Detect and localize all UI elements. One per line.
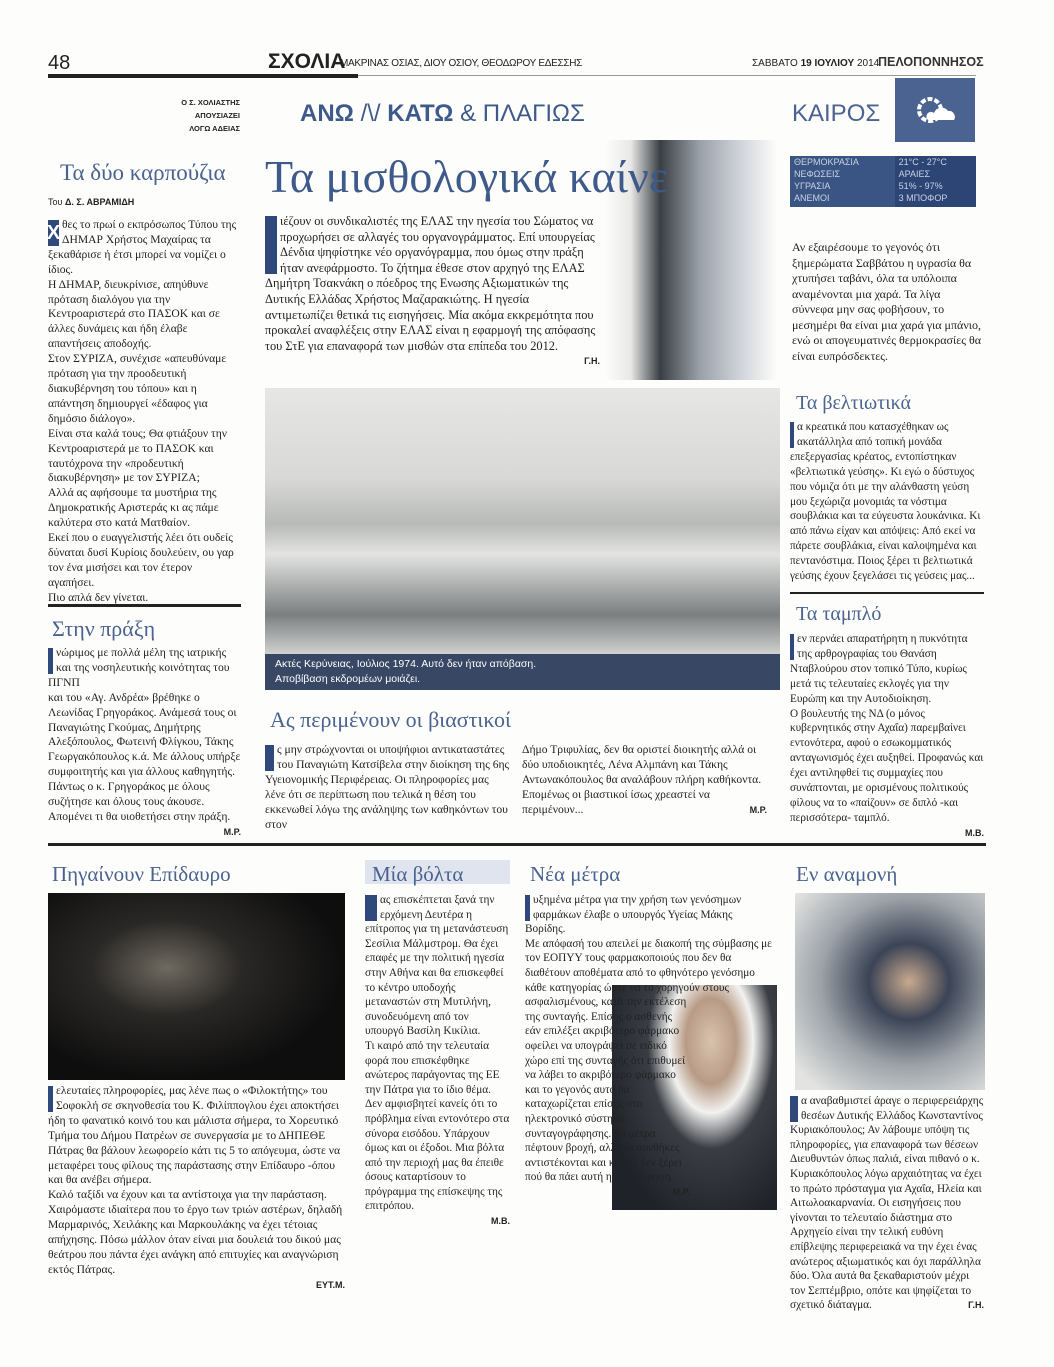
newspaper-name: ΠΕΛΟΠΟΝΝΗΣΟΣ [878, 55, 984, 69]
section-divider [48, 843, 986, 846]
issue-date: ΣΑΒΒΑΤΟ 19 ΙΟΥΛΙΟΥ 2014 [752, 58, 880, 69]
photo-caption: Ακτές Κερύνειας, Ιούλιος 1974. Αυτό δεν ήταν απόβαση. Αποβίβαση εκδρομέων μοιάζει. [265, 654, 780, 690]
article-title: Τα βελτιωτικά [796, 392, 911, 414]
article-title: Τα ταμπλό [796, 603, 882, 625]
police-officer-photo [795, 893, 985, 1090]
section-title: ΑΝΩ /\/ ΚΑΤΩ & ΠΛΑΓΙΩΣ [300, 100, 585, 127]
article-title: Στην πράξη [52, 616, 156, 641]
article-epidavros: ελευταίες πληροφορίες, μας λένε πως ο «Φιλοκτήτης» του Σοφοκλή σε σκηνοθεσία του Κ. Φιλίππογλου έχει αποκτήσει ήδη το φανατικό κοινό του και μάλιστα σήμερα, το Χορευτικό Τμήμα του Δήμου Πατρέων σε συνεργασία με το ΔΗΠΕΘΕ Πάτρας θα βάλουν λεωφορείο κάτι τις 5 το απόγευμα, ώστε να μεταφέρει τους φίλους της παράστασης στην Επίδαυρο -όπου και θα ανέβει σήμερα. Καλό ταξίδι να έχουν και τα αντίστοιχα για την παράσταση. Χαιρόμαστε ιδιαίτερα που το έργο των τριών αστέρων, δηλαδή Μαρμαρινός, Χειλάκης και Μαρκουλάκης να έχει τέτοιας απήχησης. Πόσω μάλλον όταν είναι μια δουλειά του δικού μας θεάτρου που πάντα έχει ανάγκη από επιτυχίες και αναγνώριση εκτός Πάτρας. ΕΥΤ.Μ. [48, 1084, 345, 1290]
article-metra: υξημένα μέτρα για την χρήση των γενόσημων φαρμάκων έλαβε ο υπουργός Υγείας Μάκης Βορίδης. Με απόφασή του απειλεί με διακοπή της σύμβασης με τον ΕΟΠΥΥ τους φαρμακοποιούς που δεν θα διαθέτουν αποθέματα από το φθηνότερο γενόσημο κάθε κατηγορίας ώστε να το χορηγούν στους ασφαλισμένους, κατά την εκτέλεση της συνταγής. Επίσης ο ασθενής εάν επιλέξει ακριβότερο φάρμακο οφείλει να υπογράψει σε ειδικό χώρο επί της συνταγής ότι επιθυμεί να λάβει το ακριβότερο φάρμακο και το γεγονός αυτό θα καταχωρίζεται επίσης στο ηλεκτρονικό σύστημα συνταγογράφησης. Τα μέτρα πέφτουν βροχή, αλλά οι συνθήκες αντιστέκονται και κανείς δεν ξέρει πού θα πάει αυτή η αναμέτρηση. Μ.Ρ. [525, 893, 775, 1255]
header-rule-thin [358, 75, 976, 76]
byline: Του Δ. Σ. ΑΒΡΑΜΙΔΗ [48, 197, 135, 207]
article-title: Μία βόλτα [372, 862, 464, 886]
section-label: ΣΧΟΛΙΑ [268, 50, 346, 73]
page-number: 48 [48, 52, 71, 74]
weather-text: Αν εξαιρέσουμε το γεγονός ότι ξημερώματα Σαββάτου η υγρασία θα χτυπήσει ταβάνι, όλα τα υπόλοιπα αναμένονται μια χαρά. Τα λίγα σύννεφα μην σας φοβήσουν, το μεσημέρι θα είναι μια χαρά για μπάνιο, ενώ οι απογευματινές θερμοκρασίες θα είναι ευπρόσδεκτες. [792, 240, 982, 363]
article-karpouzia: Χ θες το πρωί ο εκπρόσωπος Τύπου της ΔΗΜΑΡ Χρήστος Μαχαίρας τα ξεκαθάρισε ή έτσι μπορεί να νομίζει ο ίδιος. Η ΔΗΜΑΡ, διευκρίνισε, απηύθυνε πρόταση διαλόγου για την Κεντροαριστερά στο ΠΑΣΟΚ και σε άλλες δυνάμεις και ήδη έλαβε απαντήσεις αποδοχής. Στον ΣΥΡΙΖΑ, συνέχισε «απευθύναμε πρόταση για την προοδευτική διακυβέρνηση του τόπου» και η απάντηση δημιουργεί «έδαφος για δημόσιο διάλογο». Είναι στα καλά τους; Θα φτιάξουν την Κεντροαριστερά με το ΠΑΣΟΚ και ταυτόχρονα την «προδευτική διακυβέρνηση» με τον ΣΥΡΙΖΑ; Αλλά ας αφήσουμε τα μυστήρια της Δημοκρατικής Αριστεράς κι ας πάμε καλύτερα στο κατά Ματθαίον. Εκεί που ο ευαγγελιστής λέει ότι ουδείς δύναται δυσί Κυρίοις δουλεύειν, ου γαρ τον ένα μισήσει και τον έτερον αγαπήσει. Πιο απλά δεν γίνεται. [46, 218, 237, 604]
weather-table: ΘΕΡΜΟΚΡΑΣΙΑ 21°C - 27°C ΝΕΦΩΣΕΙΣ ΑΡΑΙΕΣ ΥΓΡΑΣΙΑ 51% - 97% ΑΝΕΜΟΙ 3 ΜΠΟΦΟΡ [790, 156, 976, 207]
article-volta: ας επισκέπτεται ξανά την ερχόμενη Δευτέρα η επίτροπος για τη μετανάστευση Σεσίλια Μάλμστρομ. Θα έχει επαφές με την πολιτική ηγεσία στην Αθήνα και θα επισκεφθεί το κέντρο υποδοχής μεταναστών στη Μυτιλήνη, συνοδευόμενη από τον υπουργό Βασίλη Κικίλια. Τι καιρό από την τελευταία φορά που επισκέφθηκε ανώτερος παράγοντας της ΕΕ την Πάτρα για το ίδιο θέμα. Δεν αμφισβητεί κανείς ότι το πρόβλημα είναι εντονότερο στα σύνορα εισόδου. Υπάρχουν όμως και οι έξοδοι. Μια βόλτα από την περιοχή μας θα έπειθε όσους καταρτίσουν το πρόγραμμα της επίσκεψης της επιτρόπου. Μ.Β. [365, 894, 510, 1227]
sun-cloud-icon [895, 78, 975, 142]
article-praxi: νώριμος με πολλά μέλη της ιατρικής και της νοσηλευτικής κοινότητας του ΠΓΝΠ και του «Αγ. Ανδρέα» βρέθηκε ο Λεωνίδας Γρηγοράκος. Ανάμεσά τους οι Παναγιώτης Γκούμας, Δημήτρης Αλεξόπουλος, Φωτεινή Φλίγκου, Τάκης Γεωργακόπουλος κ.ά. Με άλλους υπήρξε συμφοιτητής και για άλλους καθηγητής. Πάντως ο κ. Γρηγοράκος με όλους συζήτησε και όλους τους άκουσε. Απομένει τι θα υιοθετήσει στην πράξη. Μ.Ρ. [48, 646, 241, 837]
theatre-photo [48, 893, 345, 1080]
article-title: Νέα μέτρα [530, 862, 621, 886]
article-tamplo: εν περνάει απαρατήρητη η πυκνότητα της αρθρογραφίας του Θανάση Νταβλούρου στον τοπικό Τύπο, κυρίως μετά τις τελευταίες εκλογές για την Ευρώπη και την Αυτοδιοίκηση. Ο βουλευτής της ΝΔ (ο μόνος κυβερνητικός στην Αχαΐα) παρεμβαίνει εντονότερα, αφού ο εσωκομματικός ανταγωνισμός έχει αυξηθεί. Προφανώς και έχει αντιληφθεί τις συμμαχίες που συνάπτονται, με ορισμένους πολιτικούς φίλους να το «παίζουν» σε διπλό -και περισσότερα- ταμπλό. Μ.Β. [790, 633, 984, 838]
beach-photo [265, 388, 780, 690]
article-title: Πηγαίνουν Επίδαυρο [52, 862, 231, 886]
article-main: ιέζουν οι συνδικαλιστές της ΕΛΑΣ την ηγεσία του Σώματος να προχωρήσει σε αλλαγές του οργανογράμματος. Επί υπουργείας Δένδια ψηφίστηκε νέο οργανόγραμμα, που όμως στην πράξη ήταν ανεφάρμοστο. Το ζήτημα έθεσε στον αρχηγό της ΕΛΑΣ Δημήτρη Τσακνάκη ο πόεδρος της Ενωσης Αξιωματικών της Δυτικής Ελλάδας Χρήστος Μαζαρακιώτης. Η ηγεσία αντιμετωπίζει θετικά τις εισηγήσεις. Μία ακόμα εκκρεμότητα που προκαλεί αναφλέξεις στην ΕΛΑΣ είναι η εφαρμογή της απόφασης του ΣτΕ για επαναφορά των μισθών στα επίπεδα του 2012. Γ.Η. [265, 214, 600, 367]
main-headline: Τα μισθολογικά καίνε [265, 151, 669, 202]
article-veltiotika: α κρεατικά που κατασχέθηκαν ως ακατάλληλα από τοπική μονάδα επεξεργασίας κρέατος, εντοπίστηκαν «βελτιωτικά γεύσης». Κι εγώ ο δύστυχος που νόμιζα ότι με την αλάνθαστη γεύση μου ξεχώριζα μονομιάς τα νόστιμα σουβλάκια και τα εύγευστα λουκάνικα. Κι από πάνω είχαν και απόψεις: Από εκεί να πάρετε σουβλάκια, είναι καλοψημένα και πεντανόστιμα. Ποιος ξέρει τι βελτιωτικά γεύσης έχουν ξεγελάσει τις γεύσεις μας... [790, 421, 981, 583]
article-title: Εν αναμονή [796, 862, 898, 886]
name-days: ΜΑΚΡΙΝΑΣ ΟΣΙΑΣ, ΔΙΟΥ ΟΣΙΟΥ, ΘΕΟΔΩΡΟΥ ΕΔΕΣΣΗΣ [340, 58, 583, 69]
divider [48, 604, 241, 607]
header-rule [48, 74, 358, 78]
divider [790, 592, 984, 594]
article-anamoni: α αναβαθμιστεί άραγε ο περιφερειάρχης θεσέων Δυτικής Ελλάδος Κωνσταντίνος Κυριακόπουλος; Αν λάβουμε υπόψη τις πληροφορίες, για επαναφορά των θέσεων Διευθυντών όπως παλιά, είναι πιθανό ο κ. Κυριακόπουλος λόγω αρχαιότητας να έχει το πρώτο πρόσταγμα για Αχαΐα, Ηλεία και Αιτωλοακαρνανία. Οι εισηγήσεις που γίνονται το τελευταίο διάστημα στο Αρχηγείο είναι την τελική ευθύνη επίβλεψης περιφερειακά να την έχει ένας ανώτερος αξιωματικός και όχι παράλληλα δύο. Όλα αυτά θα ξεκαθαριστούν μέχρι τον Σεπτέμβριο, οπότε και ψηφίζεται το σχετικό διάταγμα. Γ.Η. [790, 1095, 984, 1312]
article-viastikoi-col2: Δήμο Τριφυλίας, δεν θα οριστεί διοικητής αλλά οι δύο υποδιοικητές, Λένα Αλμπάνη και Τάκης Αντωνακόπουλος θα αναλάβουν πλήρη καθήκοντα. Επομένως οι βιαστικοί ίσως χρεαστεί να περιμένουν... Μ.Ρ. [522, 743, 767, 816]
article-viastikoi-col1: ς μην στρώχνονται οι υποψήφιοι αντικαταστάτες του Παναγιώτη Κατσίβελα στην διοίκηση της 6ης Υγειονομικής Περιφέρειας. Οι πληροφορίες μας λένε ότι σε περίπτωση που τελικά η θέση του εκκενωθεί λόγω της ανάληψης των καθηκόντων του στον [265, 743, 510, 831]
weather-title: ΚΑΙΡΟΣ [792, 100, 881, 127]
article-title: Τα δύο καρπούζια [60, 160, 226, 185]
article-title: Ας περιμένουν οι βιαστικοί [270, 707, 511, 732]
columnist-note: Ο Σ. ΧΟΛΙΑΣΤΗΣ ΑΠΟΥΣΙΑΖΕΙ ΛΟΓΩ ΑΔΕΙΑΣ [181, 98, 240, 133]
